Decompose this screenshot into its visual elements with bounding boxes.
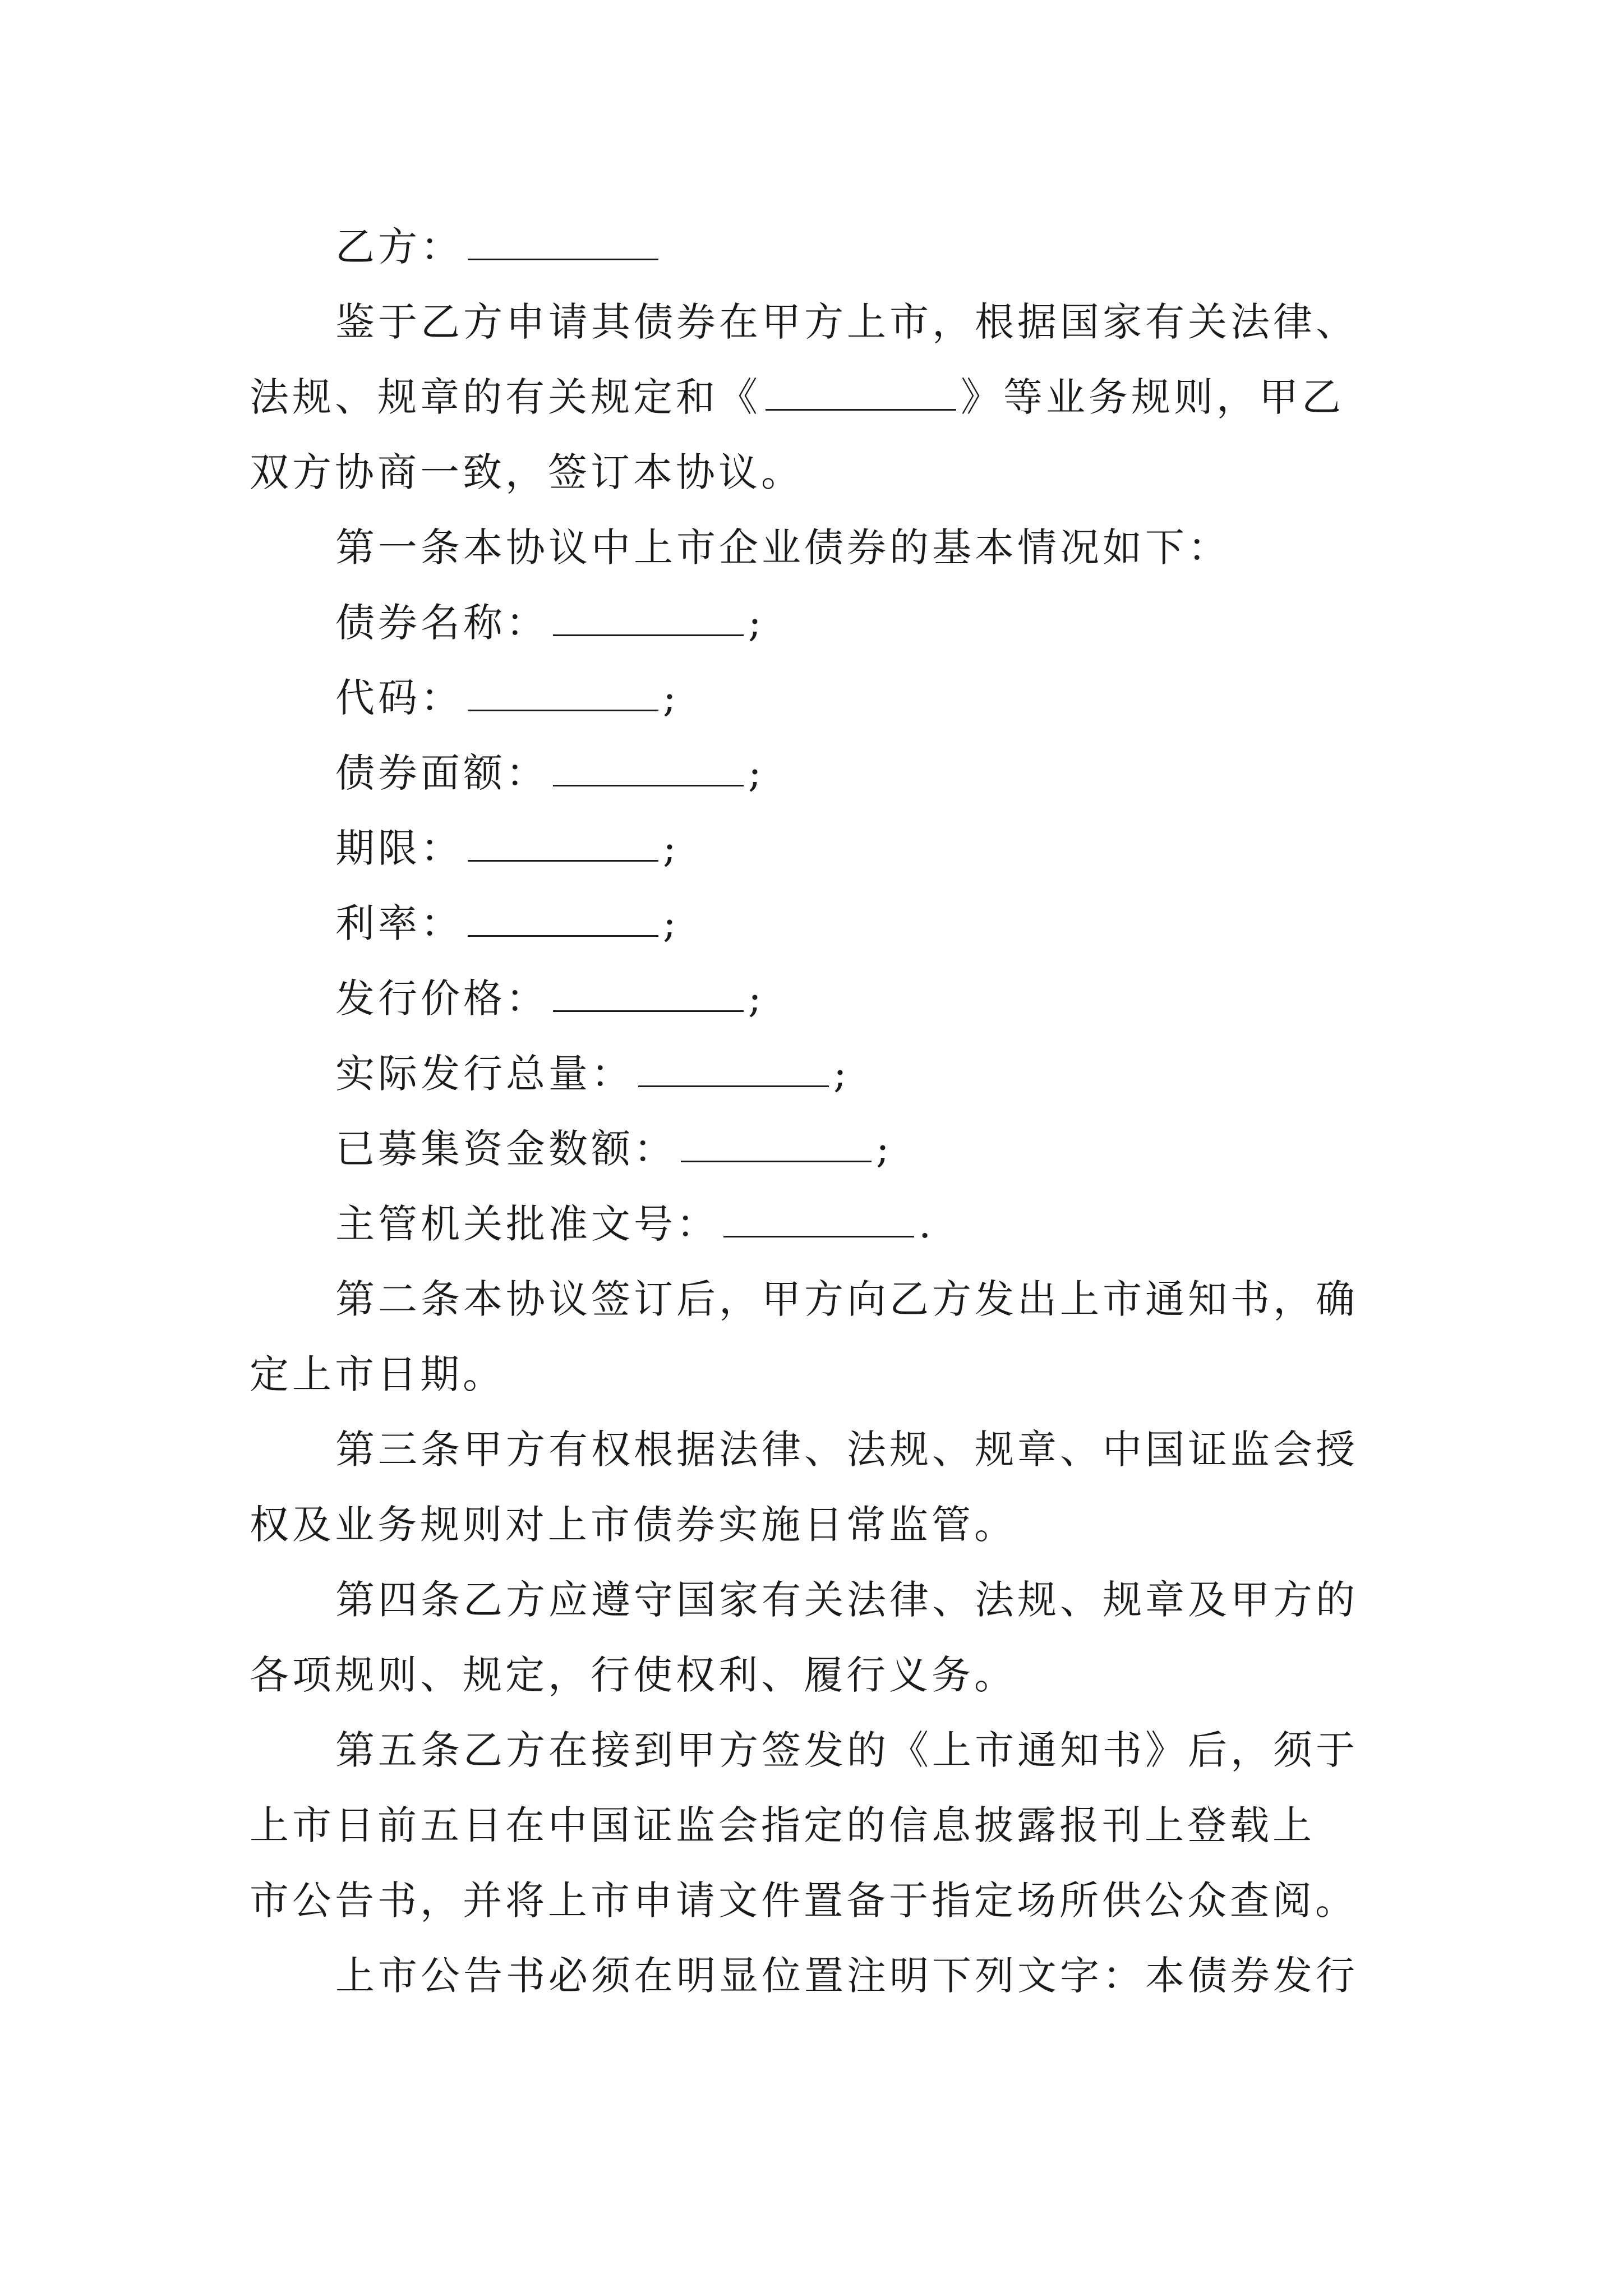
article-5-line-1: 第五条乙方在接到甲方签发的《上市通知书》后，须于 <box>335 1727 1358 1773</box>
field-end: ; <box>876 1126 893 1172</box>
field-blank <box>468 675 658 711</box>
article-1-heading: 第一条本协议中上市企业债券的基本情况如下： <box>335 524 1230 570</box>
preamble-line-2-before: 法规、规章的有关规定和《 <box>250 374 761 420</box>
field-bond-name <box>335 598 765 647</box>
field-code <box>335 673 680 723</box>
field-end: ; <box>748 976 765 1022</box>
field-label: 债券名称： <box>335 600 548 646</box>
rules-name-blank <box>766 374 956 411</box>
field-label: 发行价格： <box>335 976 548 1022</box>
field-label: 利率： <box>335 900 463 946</box>
field-blank <box>553 976 744 1012</box>
field-term <box>335 823 680 873</box>
field-approval-number <box>335 1199 934 1249</box>
article-5-line-2: 上市日前五日在中国证监会指定的信息披露报刊上登载上 <box>250 1802 1315 1848</box>
article-3-line-2: 权及业务规则对上市债券实施日常监管。 <box>250 1502 1017 1548</box>
field-issue-price <box>335 974 765 1023</box>
article-4-line-2: 各项规则、规定，行使权利、履行义务。 <box>250 1652 1017 1698</box>
field-interest-rate <box>335 899 680 948</box>
article-5-line-3: 市公告书，并将上市申请文件置备于指定场所供公众查阅。 <box>250 1878 1358 1924</box>
field-label: 实际发行总量： <box>335 1051 634 1097</box>
field-blank <box>681 1126 872 1162</box>
field-blank <box>468 825 658 862</box>
field-label: 代码： <box>335 675 463 721</box>
article-4-line-1: 第四条乙方应遵守国家有关法律、法规、规章及甲方的 <box>335 1577 1358 1623</box>
field-label: 期限： <box>335 825 463 871</box>
field-end: ; <box>663 900 680 946</box>
notice-line-1: 上市公告书必须在明显位置注明下列文字：本债券发行 <box>335 1953 1358 1999</box>
field-funds-raised <box>335 1124 893 1174</box>
preamble-line-2-after: 》等业务规则，甲乙 <box>961 374 1344 420</box>
party-b-label: 乙方： <box>335 224 463 270</box>
field-blank <box>553 750 744 786</box>
article-2-line-2: 定上市日期。 <box>250 1351 505 1397</box>
field-end: ; <box>748 750 765 796</box>
field-face-value <box>335 748 765 798</box>
field-blank <box>553 600 744 636</box>
preamble-line-1: 鉴于乙方申请其债券在甲方上市，根据国家有关法律、 <box>335 299 1358 345</box>
preamble-line-2 <box>250 372 1344 422</box>
field-end: ; <box>748 600 765 646</box>
party-b-line <box>335 222 663 272</box>
field-blank <box>468 900 658 937</box>
field-label: 债券面额： <box>335 750 548 796</box>
article-3-line-1: 第三条甲方有权根据法律、法规、规章、中国证监会授 <box>335 1427 1358 1473</box>
party-b-blank <box>468 224 658 260</box>
field-blank <box>723 1201 914 1237</box>
preamble-line-3: 双方协商一致，签订本协议。 <box>250 449 804 495</box>
field-end: . <box>919 1201 935 1247</box>
field-blank <box>638 1051 829 1087</box>
field-end: ; <box>663 825 680 871</box>
field-label: 已募集资金数额： <box>335 1126 676 1172</box>
field-total-issued <box>335 1049 850 1098</box>
field-end: ; <box>663 675 680 721</box>
article-2-line-1: 第二条本协议签订后，甲方向乙方发出上市通知书，确 <box>335 1276 1358 1322</box>
field-end: ; <box>833 1051 850 1097</box>
field-label: 主管机关批准文号： <box>335 1201 719 1247</box>
